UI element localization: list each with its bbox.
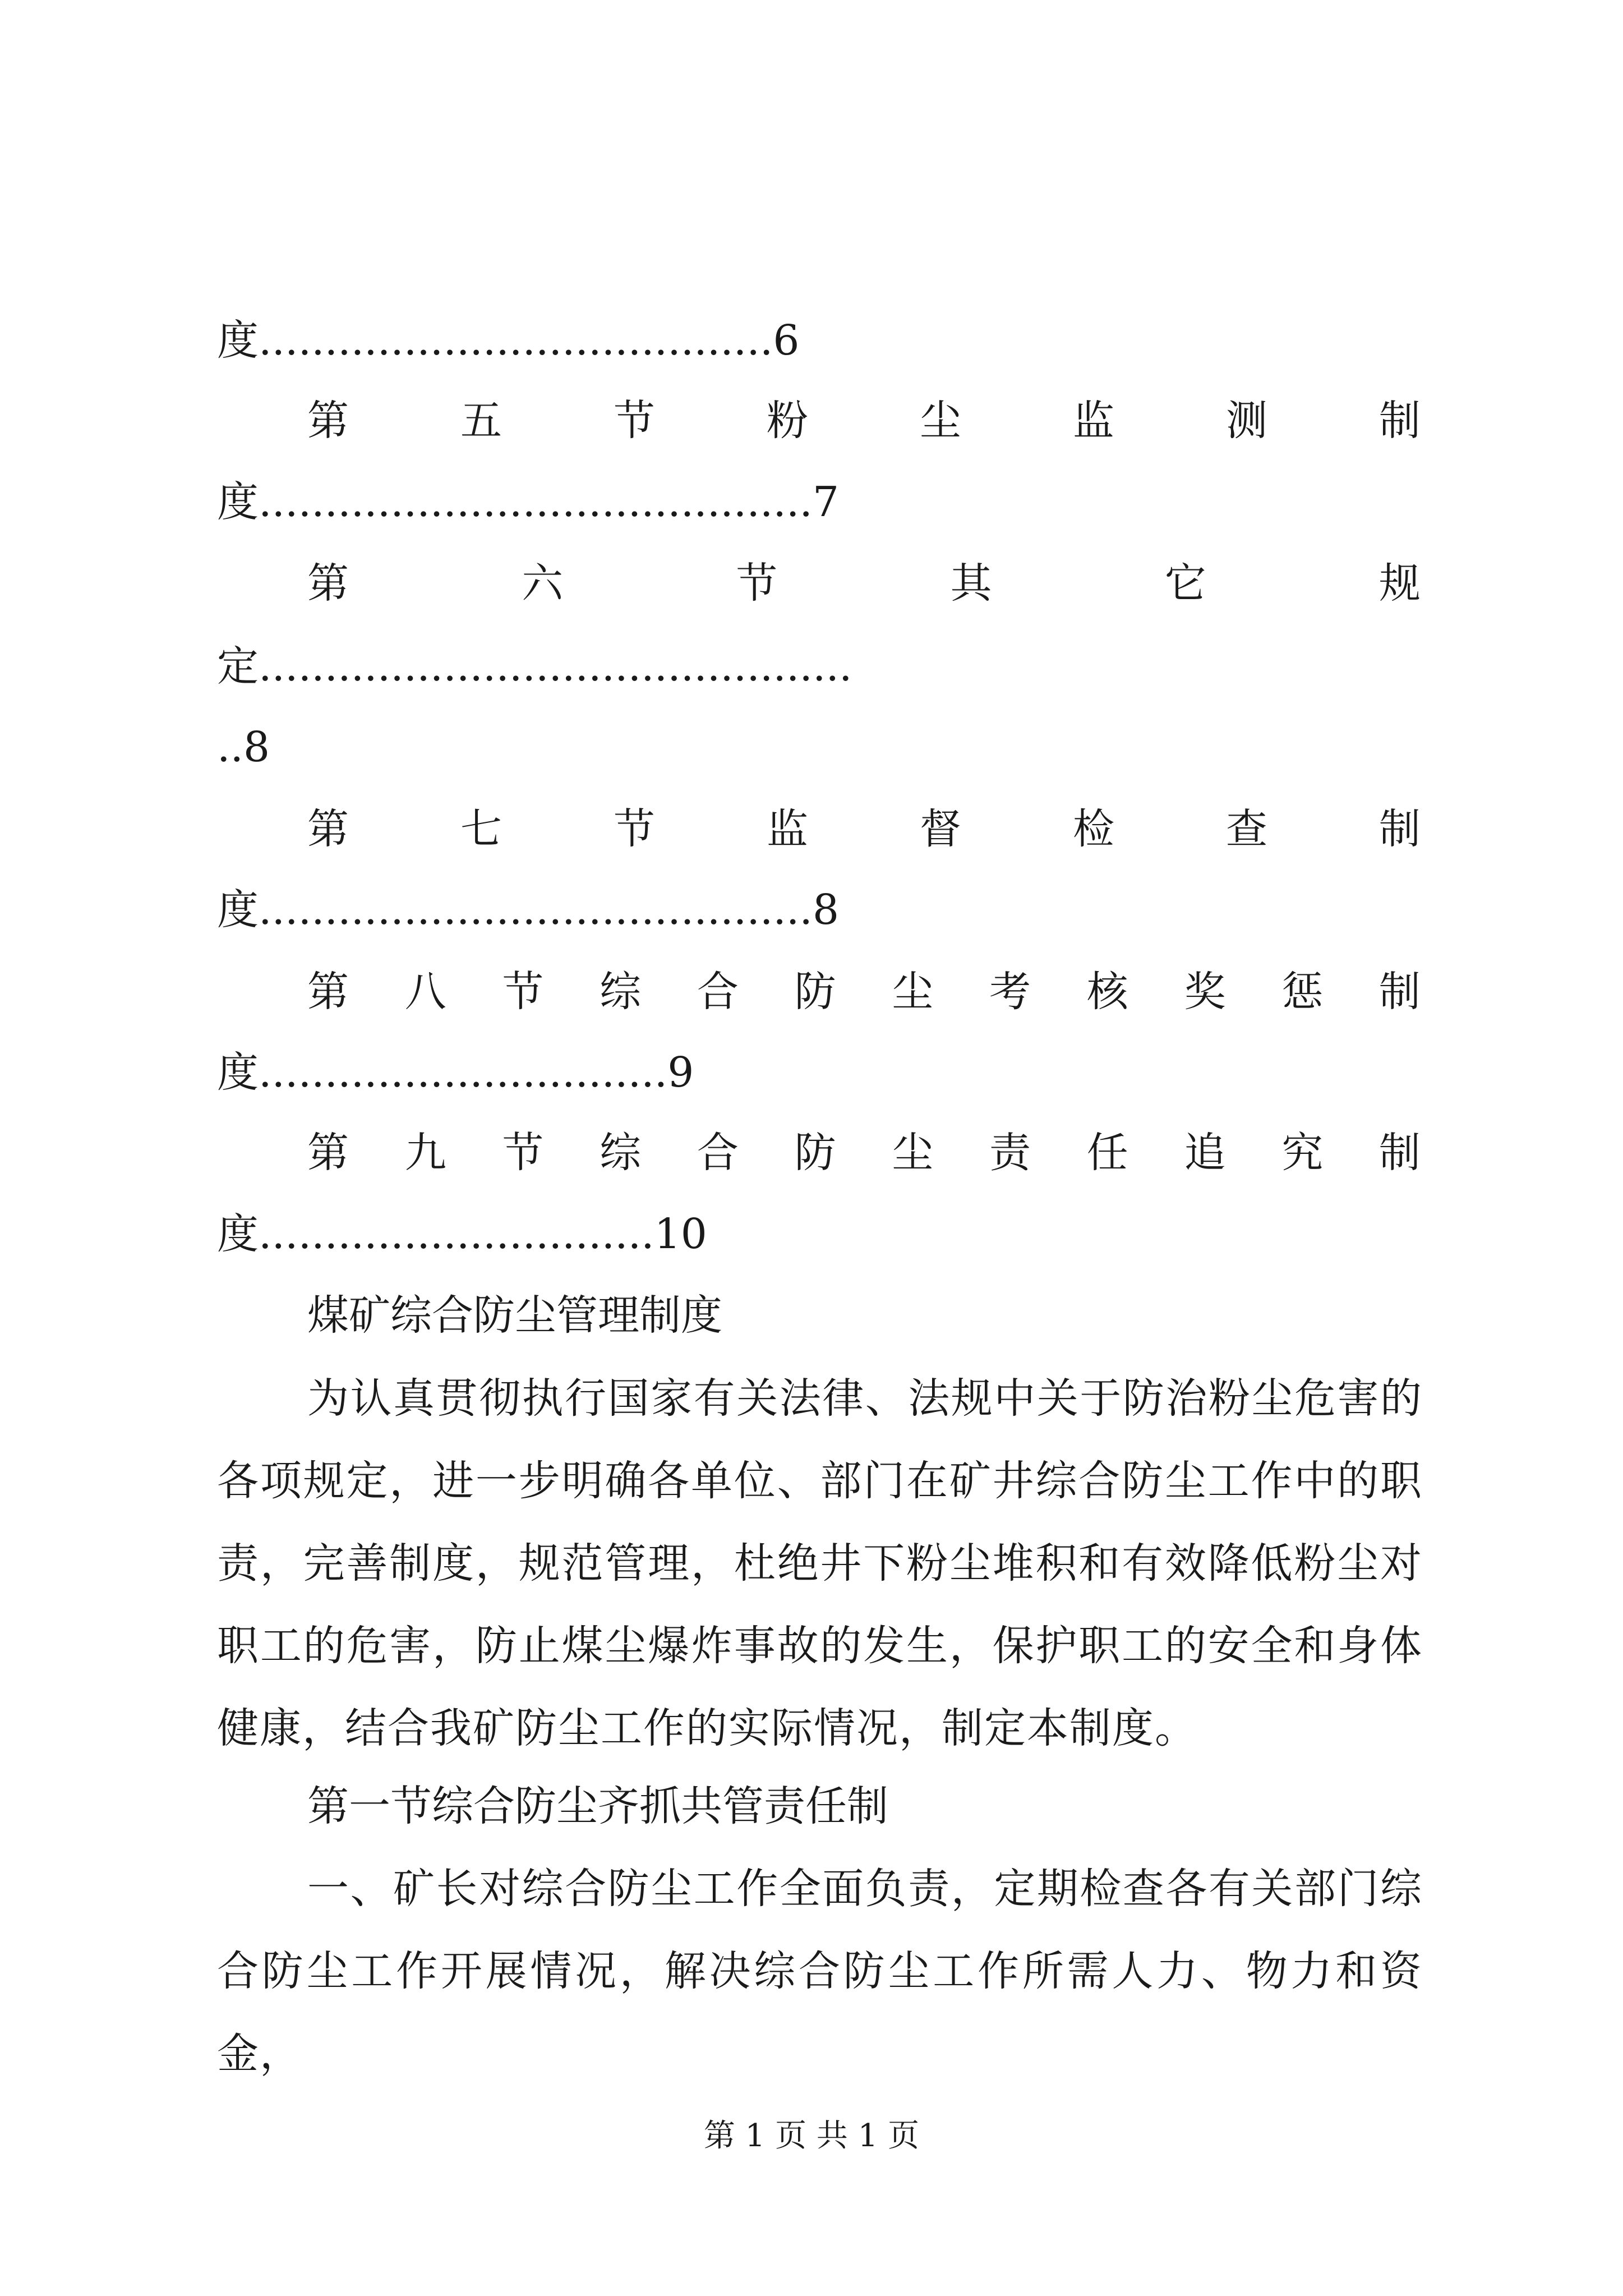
toc-char: 防 (794, 968, 836, 1016)
toc-char: 第 (307, 397, 349, 445)
toc-char: 节 (736, 559, 778, 608)
toc-char: 规 (1378, 559, 1421, 608)
toc-section-8-heading (307, 964, 1421, 1020)
toc-char: 究 (1281, 1129, 1324, 1177)
toc-char: 尘 (920, 397, 961, 445)
toc-line-8: 度..........................................8 (217, 886, 840, 934)
toc-char: 惩 (1281, 968, 1324, 1016)
toc-char: 测 (1226, 397, 1267, 445)
toc-line-6: ..8 (217, 723, 270, 771)
toc-char: 五 (460, 397, 502, 445)
toc-char: 监 (1073, 397, 1114, 445)
toc-char: 制 (1378, 968, 1421, 1016)
toc-char: 节 (502, 968, 544, 1016)
toc-char: 任 (1086, 1129, 1128, 1177)
toc-char: 尘 (892, 1129, 934, 1177)
toc-char: 制 (1378, 1129, 1421, 1177)
toc-line-10: 度...............................9 (217, 1048, 694, 1097)
toc-char: 检 (1073, 805, 1114, 853)
section-1-item-1: 一、矿长对综合防尘工作全面负责，定期检查各有关部门综合防尘工作开展情况，解决综合防尘工作所需人力、物力和资金， (217, 1865, 1423, 2078)
toc-char: 核 (1086, 968, 1128, 1016)
toc-char: 综 (600, 968, 642, 1016)
toc-char: 第 (307, 559, 349, 608)
toc-line-5: 定............................................. (217, 642, 852, 691)
toc-section-5-heading (307, 393, 1421, 449)
toc-char: 它 (1164, 559, 1206, 608)
toc-char: 查 (1226, 805, 1267, 853)
toc-line-1: 度.......................................6 (217, 316, 800, 365)
toc-section-6-heading (307, 555, 1421, 611)
toc-char: 责 (989, 1129, 1031, 1177)
toc-char: 节 (502, 1129, 544, 1177)
toc-char: 督 (920, 805, 961, 853)
toc-section-7-heading (307, 801, 1421, 857)
toc-char: 第 (307, 968, 349, 1016)
toc-char: 防 (794, 1129, 836, 1177)
document-title: 煤矿综合防尘管理制度 (307, 1291, 722, 1340)
page-footer: 第 1 页 共 1 页 (703, 2118, 920, 2154)
toc-char: 制 (1379, 805, 1421, 853)
toc-char: 其 (950, 559, 992, 608)
toc-char: 粉 (767, 397, 808, 445)
toc-char: 监 (767, 805, 808, 853)
toc-char: 奖 (1184, 968, 1226, 1016)
toc-char: 尘 (892, 968, 934, 1016)
toc-char: 第 (307, 1129, 349, 1177)
toc-char: 合 (697, 1129, 739, 1177)
toc-char: 六 (522, 559, 564, 608)
toc-char: 制 (1379, 397, 1421, 445)
toc-char: 综 (600, 1129, 642, 1177)
section-1-title: 第一节综合防尘齐抓共管责任制 (307, 1782, 888, 1830)
toc-char: 节 (614, 805, 655, 853)
toc-section-9-heading (307, 1125, 1421, 1181)
intro-paragraph: 为认真贯彻执行国家有关法律、法规中关于防治粉尘危害的各项规定，进一步明确各单位、部门在矿井综合防尘工作中的职责，完善制度，规范管理，杜绝井下粉尘堆积和有效降低粉尘对职工的危害，防止煤尘爆炸事故的发生，保护职工的安全和身体健康，结合我矿防尘工作的实际情况，制定本制度。 (217, 1374, 1423, 1752)
toc-char: 节 (614, 397, 655, 445)
toc-char: 九 (404, 1129, 446, 1177)
toc-line-12: 度..............................10 (217, 1210, 707, 1258)
toc-line-3: 度..........................................7 (217, 478, 840, 526)
toc-char: 考 (989, 968, 1031, 1016)
toc-char: 八 (404, 968, 446, 1016)
toc-char: 七 (460, 805, 502, 853)
toc-char: 追 (1184, 1129, 1226, 1177)
toc-char: 合 (697, 968, 739, 1016)
toc-char: 第 (307, 805, 349, 853)
